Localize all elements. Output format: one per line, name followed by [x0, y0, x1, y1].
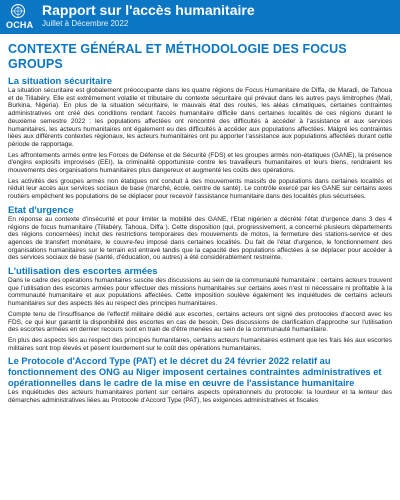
emergency-paragraph-1: En réponse au contexte d'insécurité et pour limiter la mobilité des GANE, l'Etat nigérien a décrété l'état d'urgence dans 3 des 4 régions de focus humanitaire (Tillabéry, Tahoua, Diffa ). Cette disposition (qui, progressivement, a concerné plusieurs départements des régions concernées) inclut des restrictions temporaires des mouvements de motos, la fermeture des stations-service et des agences de transfert monétaire, le couvre-feu imposé dans certaines localités. Du fait de l'état d'urgence, le fonctionnement des organisations humanitaires sur le terrain est entravé tandis que la capacité des populations affectées à se déplacer pour accéder à des services sociaux de base (santé, d'éducation, ou autres) a été considérablement restreinte.: [8, 215, 392, 262]
escorts-paragraph-2: Compte tenu de l'insuffisance de l'effectif militaire dédié aux escortes, certains acteurs ont signé des protocoles d'accord avec les FDS, ce qui leur garantit la disponibilité des escortes en cas de besoin. Des discussions de clarification d'approche sur l'utilisation des escortes armées en dernier recours sont en train de d'être menées au sein de la communauté humanitaire.: [8, 310, 392, 334]
report-header: [0, 0, 400, 34]
section-heading-escorts: L'utilisation des escortes armées: [8, 266, 158, 278]
un-emblem-icon: [10, 3, 26, 19]
logo-text: OCHA: [6, 20, 34, 30]
security-paragraph-3: Les activités des groupes armés non étatiques ont conduit à des mouvements massifs de populations dans certaines localités et réduit leur accès aux services sociaux de base (marché, école, centre de santé). Le contrôle exercé par les GANE sur certains axes routiers empêchent les populations de se déplacer pour recevoir l'assistance humanitaire dans des localités plus sécurisées.: [8, 177, 392, 201]
report-period: Juillet à Décembre 2022: [42, 19, 129, 28]
pat-paragraph-1: Les inquiétudes des acteurs humanitaires portent sur certains aspects opérationnels du protocole: la lourdeur et la lenteur des démarches administratives liées au Protocole d'Accord Type (PAT), les exigences administratives et fiscales: [8, 389, 392, 405]
escorts-paragraph-3: En plus des aspects liés au respect des principes humanitaires, certains acteurs humanitaires estiment que les frais liés aux escortes militaires sont trop élevés et pèsent lourdement sur le coût des opérations humanitaires.: [8, 336, 392, 352]
section-heading-pat: Le Protocole d'Accord Type (PAT) et le décret du 24 février 2022 relatif au fonctionnement des ONG au Niger imposent certaines contraintes administratives et opérationnelles dans le cadre de la mise en œuvre de l'assistance humanitaire: [8, 356, 382, 389]
report-content: [0, 42, 400, 405]
ocha-logo: [6, 3, 32, 31]
escorts-paragraph-1: Dans le cadre des opérations humanitaires suscite des discussions au sein de la communauté humanitaire : certains acteurs trouvent que l'utilisation des escortes armées pour effectuer des missions humanitaires sur certains axes n'est ni nécessaire ni profitable à la communauté humanitaire et aux populations affectées. Cette imposition soulève également les inquiétudes de certains acteurs humanitaires sur des aspects liés au respect des principes humanitaires.: [8, 277, 392, 308]
section-heading-security: La situation sécuritaire: [8, 76, 113, 87]
section-heading-emergency: Etat d'urgence: [8, 204, 74, 216]
report-title: Rapport sur l'accès humanitaire: [42, 2, 255, 18]
security-paragraph-2: Les affrontements armés entre les Forces de Défense et de Sécurité (FDS) et les groupes armés non-étatiques (GANE), la présence d'engins explosifs improvisés (EEI), la criminalité opportuniste contre les travailleurs humanitaires et leurs biens, rendraient les mouvements des organisations humanitaires plus dangereux et augmenté les coûts des opérations.: [8, 151, 392, 175]
security-paragraph-1: La situation sécuritaire est globalement préoccupante dans les quatre régions de Focus Humanitaire de Diffa, de Maradi, de Tahoua et de Tillabéry. Elle est extrêmement volatile et tributaire du contexte sécuritaire qui prévaut dans les autres pays limitrophes (Mali, Burkina, Nigeria). En plus de la situation sécuritaire, le mauvais état des routes, les aléas climatiques, certaines contraintes administratives ont créé des conditions rendant l'accès humanitaire difficile dans certaines localités de ces régions durant le deuxième semestre 2022 : les populations affectées ont rencontré des difficultés à accéder à l'assistance et aux services humanitaires, les acteurs humanitaires ont également eu des difficultés à accéder aux populations affectées. Malgré les contraintes liées aux différents contextes régionaux, les acteurs humanitaires ont pu apporter l'assistance aux populations affectées durant cette période de rapportage.: [8, 87, 392, 148]
page-title: CONTEXTE GÉNÉRAL ET MÉTHODOLOGIE DES FOCUS GROUPS: [8, 42, 347, 71]
